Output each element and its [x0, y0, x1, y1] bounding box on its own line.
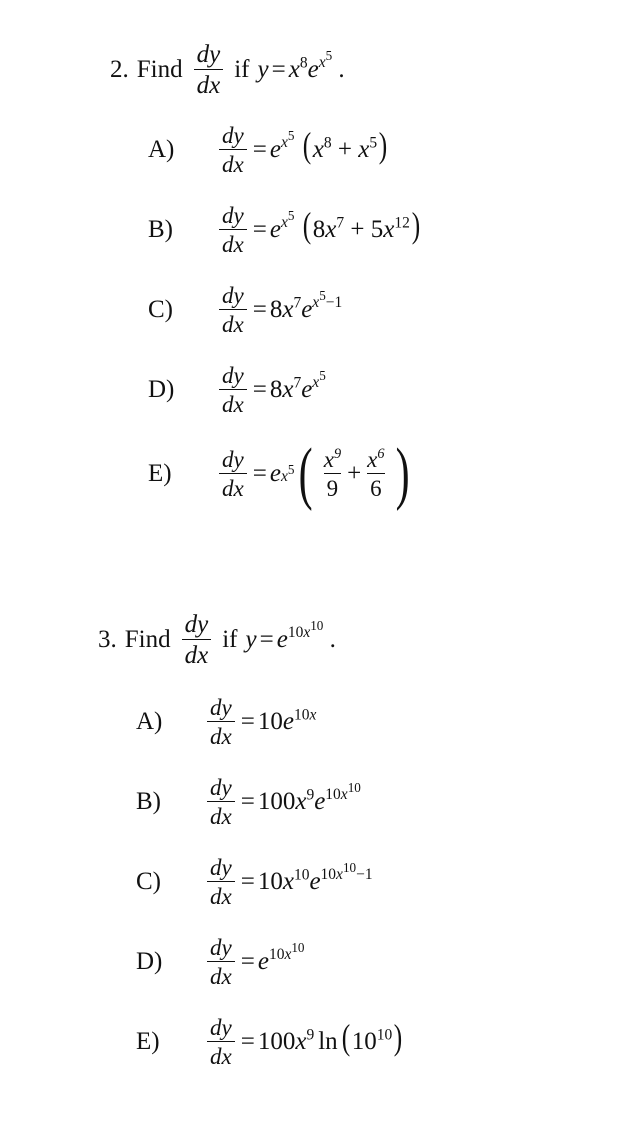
option-expression: = $10e^{10x}$	[240, 706, 317, 735]
option-expression: = $8x^7e^{x^5}$	[252, 368, 326, 403]
option-expression: = $10x^{10}e^{10x^{10}-1}$	[240, 860, 373, 895]
q3-option-e[interactable]	[136, 1016, 404, 1068]
option-expression: = $8x^7e^{x^5-1}$	[252, 288, 343, 323]
derivative-fraction: $\frac{dy}{dx}$	[194, 42, 224, 98]
option-expression: = $100x^9$ $\ln (10^{10})$	[240, 1017, 403, 1057]
option-label: A)	[136, 708, 163, 735]
derivative-fraction: $\frac{dy}{dx}$	[207, 776, 235, 828]
q2-option-c[interactable]	[148, 284, 342, 336]
find-word: Find	[136, 56, 183, 83]
option-label: C)	[148, 296, 173, 323]
option-expression: = e $x^5$ ( $\frac{x^9}{9}$ + $\frac{x^6}{6}$ )	[252, 435, 410, 512]
option-label: B)	[148, 216, 173, 243]
derivative-fraction: $\frac{dy}{dx}$	[219, 204, 247, 256]
option-label: E)	[136, 1028, 160, 1055]
derivative-fraction: $\frac{dy}{dx}$	[207, 1016, 235, 1068]
option-expression: = $100x^9e^{10x^{10}}$	[240, 780, 361, 815]
option-expression: = $e^{x^5}$ $(8x^7 + 5x^{12})$	[252, 205, 421, 245]
q3-option-d[interactable]	[136, 936, 304, 988]
q3-option-c[interactable]	[136, 856, 373, 908]
derivative-fraction: $\frac{dy}{dx}$	[207, 936, 235, 988]
if-word: if	[222, 626, 238, 653]
if-word: if	[234, 56, 250, 83]
option-expression: = $e^{10x^{10}}$	[240, 940, 305, 975]
derivative-fraction: $\frac{dy}{dx}$	[182, 612, 212, 668]
option-label: D)	[148, 376, 175, 403]
function-expression: $y = x^8e^{x^5}$ .	[257, 48, 345, 83]
question-number: 2.	[110, 56, 129, 83]
q2-option-d[interactable]	[148, 364, 326, 416]
function-expression: $y = e^{10x^{10}}$ .	[245, 618, 336, 653]
q3-option-b[interactable]	[136, 776, 361, 828]
question-2-header	[110, 42, 345, 98]
question-number: 3.	[98, 626, 117, 653]
derivative-fraction: $\frac{dy}{dx}$	[219, 448, 247, 500]
option-label: E)	[148, 460, 172, 487]
option-label: B)	[136, 788, 161, 815]
q3-option-a[interactable]	[136, 696, 316, 748]
q2-option-e[interactable]	[148, 435, 414, 512]
option-label: D)	[136, 948, 163, 975]
derivative-fraction: $\frac{dy}{dx}$	[219, 364, 247, 416]
derivative-fraction: $\frac{dy}{dx}$	[207, 856, 235, 908]
option-label: C)	[136, 868, 161, 895]
derivative-fraction: $\frac{dy}{dx}$	[219, 124, 247, 176]
q2-option-a[interactable]	[148, 124, 389, 176]
derivative-fraction: $\frac{dy}{dx}$	[207, 696, 235, 748]
q2-option-b[interactable]	[148, 204, 422, 256]
option-label: A)	[148, 136, 175, 163]
find-word: Find	[124, 626, 171, 653]
derivative-fraction: $\frac{dy}{dx}$	[219, 284, 247, 336]
option-expression: = $e^{x^5}$ $(x^8 + x^5)$	[252, 125, 388, 165]
question-3-header	[98, 612, 336, 668]
